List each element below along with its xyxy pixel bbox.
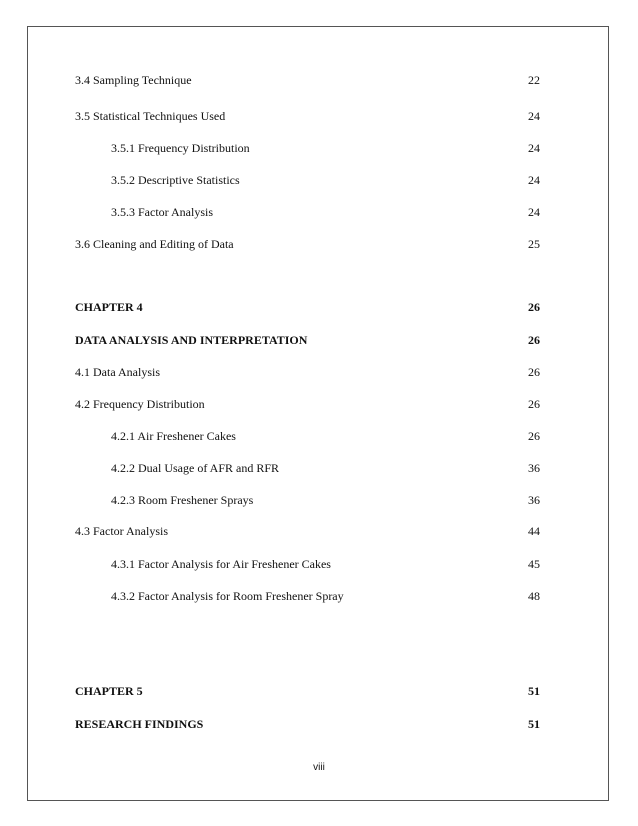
toc-entry-title: 4.2 Frequency Distribution: [75, 397, 205, 411]
toc-entry-4-1: [75, 363, 540, 381]
toc-entry-3-6: [75, 235, 540, 253]
toc-entry-3-5-3: [75, 203, 540, 221]
toc-entry-title: 3.5.2 Descriptive Statistics: [111, 173, 240, 187]
toc-entry-chapter-4: [75, 298, 540, 316]
page-number: viii: [313, 762, 325, 773]
toc-entry-page: 26: [528, 365, 540, 379]
toc-entry-page: 22: [528, 73, 540, 87]
toc-entry-title: 4.2.3 Room Freshener Sprays: [111, 493, 254, 507]
toc-entry-4-3: [75, 522, 540, 540]
toc-entry-title: RESEARCH FINDINGS: [75, 717, 204, 731]
toc-entry-page: 24: [528, 173, 540, 187]
toc-entry-title: 4.3.1 Factor Analysis for Air Freshener Cakes: [111, 557, 331, 571]
toc-entry-3-5-1: [75, 139, 540, 157]
toc-entry-4-3-1: [75, 555, 540, 573]
toc-entry-title: CHAPTER 4: [75, 300, 143, 314]
toc-entry-title: 3.4 Sampling Technique: [75, 73, 192, 87]
toc-entry-title: 4.2.2 Dual Usage of AFR and RFR: [111, 461, 279, 475]
toc-entry-3-5-2: [75, 171, 540, 189]
toc-entry-chapter-5-title: [75, 715, 540, 733]
toc-entry-title: CHAPTER 5: [75, 684, 143, 698]
toc-entry-page: 25: [528, 237, 540, 251]
toc-entry-page: 26: [528, 397, 540, 411]
toc-entry-title: 4.3 Factor Analysis: [75, 524, 168, 538]
toc-entry-title: 3.5.1 Frequency Distribution: [111, 141, 250, 155]
toc-entry-4-2-1: [75, 427, 540, 445]
toc-entry-chapter-5: [75, 682, 540, 700]
toc-entry-page: 36: [528, 461, 540, 475]
toc-entry-page: 26: [528, 333, 540, 347]
toc-entry-page: 26: [528, 429, 540, 443]
toc-entry-page: 36: [528, 493, 540, 507]
toc-entry-3-4: [75, 71, 540, 89]
toc-entry-page: 48: [528, 589, 540, 603]
toc-entry-4-3-2: [75, 587, 540, 605]
toc-entry-title: 4.2.1 Air Freshener Cakes: [111, 429, 236, 443]
toc-entry-title: DATA ANALYSIS AND INTERPRETATION: [75, 333, 308, 347]
toc-entry-3-5: [75, 107, 540, 125]
toc-entry-page: 45: [528, 557, 540, 571]
toc-entry-title: 4.3.2 Factor Analysis for Room Freshener Spray: [111, 589, 344, 603]
toc-entry-chapter-4-title: [75, 331, 540, 349]
toc-entry-page: 51: [528, 717, 540, 731]
toc-entry-title: 3.5 Statistical Techniques Used: [75, 109, 226, 123]
toc-entry-page: 26: [528, 300, 540, 314]
toc-entry-4-2-2: [75, 459, 540, 477]
toc-entry-page: 51: [528, 684, 540, 698]
toc-entry-page: 24: [528, 141, 540, 155]
toc-entry-4-2-3: [75, 491, 540, 509]
toc-entry-title: 3.6 Cleaning and Editing of Data: [75, 237, 234, 251]
toc-entry-page: 24: [528, 109, 540, 123]
toc-entry-title: 4.1 Data Analysis: [75, 365, 160, 379]
toc-entry-title: 3.5.3 Factor Analysis: [111, 205, 213, 219]
toc-entry-page: 44: [528, 524, 540, 538]
toc-entry-page: 24: [528, 205, 540, 219]
toc-entry-4-2: [75, 395, 540, 413]
